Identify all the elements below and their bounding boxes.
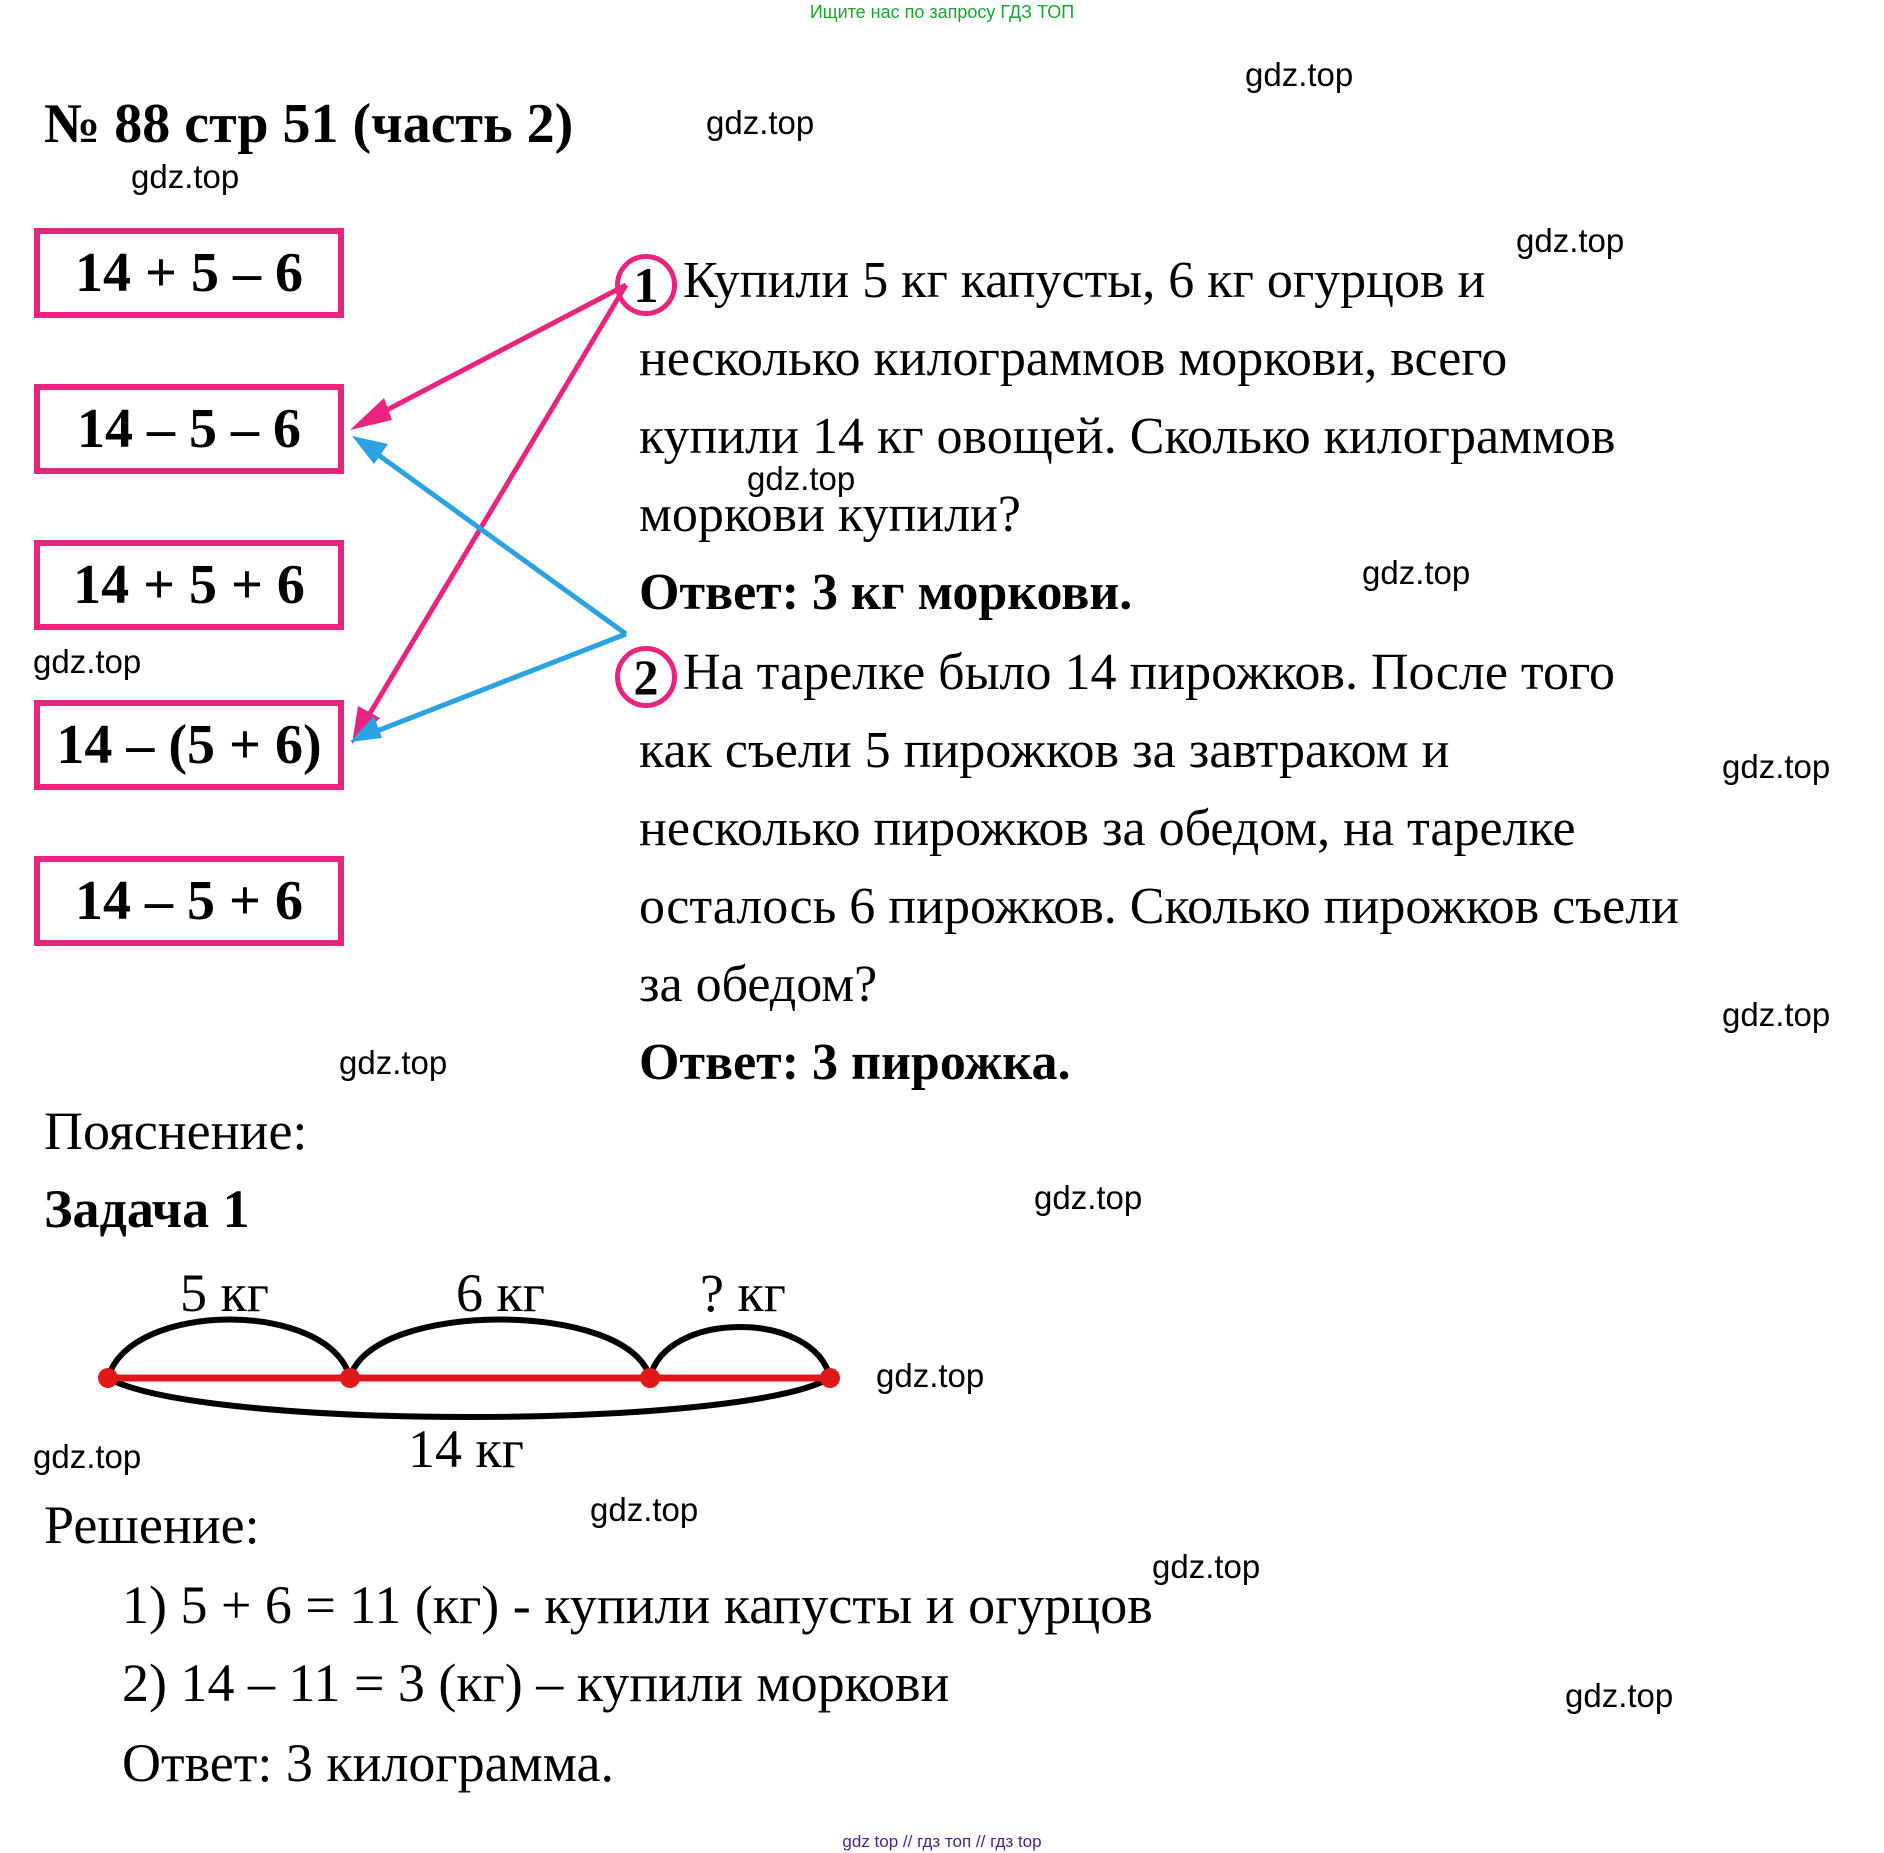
watermark: gdz.top [706,104,815,141]
total-label: 14 кг [408,1419,524,1479]
task-text-line: за обедом? [639,956,878,1013]
task-number-badge: 2 [615,646,677,708]
watermark: gdz.top [1245,56,1354,93]
task-text-line: моркови купили? [639,486,1021,543]
task-text-line: купили 14 кг овощей. Сколько килограммов [639,408,1616,465]
page-title: № 88 стр 51 (часть 2) [44,93,574,155]
segment-point [98,1368,118,1388]
watermark: gdz.top [1722,748,1831,785]
watermark: gdz.top [590,1491,699,1528]
watermark: gdz.top [1722,996,1831,1033]
arc-segment-3 [650,1327,830,1378]
watermark: gdz.top [1565,1677,1674,1714]
arc-segment-2 [350,1320,650,1379]
segment-label: 5 кг [180,1263,269,1323]
task-answer: Ответ: 3 пирожка. [639,1034,1071,1091]
watermark: gdz.top [876,1357,985,1394]
segment-label: 6 кг [456,1263,545,1323]
segment-point [640,1368,660,1388]
watermark: gdz.top [747,460,856,497]
expression-box: 14 + 5 – 6 [34,228,344,318]
subheading: Задача 1 [44,1179,250,1239]
watermark: gdz.top [1516,222,1625,259]
solution-step: 1) 5 + 6 = 11 (кг) - купили капусты и огурцов [122,1575,1153,1635]
task-text-line: несколько килограммов моркови, всего [639,330,1508,387]
top-banner[interactable]: Ищите нас по запросу ГДЗ ТОП [809,2,1075,22]
explanation-heading: Пояснение: [44,1101,308,1161]
task-text-line: осталось 6 пирожков. Сколько пирожков съели [639,878,1679,935]
task-text-line: Купили 5 кг капусты, 6 кг огурцов и [683,252,1486,309]
watermark: gdz.top [1362,554,1471,591]
watermark: gdz.top [339,1044,448,1081]
watermark: gdz.top [1152,1548,1261,1585]
task-number-badge: 1 [615,254,677,316]
footer-links[interactable]: gdz top // гдз топ // гдз top [842,1832,1042,1851]
final-answer: Ответ: 3 килограмма. [122,1733,614,1793]
segment-label: ? кг [700,1263,786,1323]
task-text-line: как съели 5 пирожков за завтраком и [639,722,1450,779]
expression-box: 14 – 5 + 6 [34,856,344,946]
watermark: gdz.top [33,643,142,680]
expression-box: 14 – 5 – 6 [34,384,344,474]
expression-box: 14 + 5 + 6 [34,540,344,630]
arc-segment-1 [108,1320,350,1379]
task-answer: Ответ: 3 кг моркови. [639,564,1133,621]
task-text-line: На тарелке было 14 пирожков. После того [683,644,1615,701]
segment-point [340,1368,360,1388]
watermark: gdz.top [131,158,240,195]
solution-step: 2) 14 – 11 = 3 (кг) – купили моркови [122,1653,950,1713]
expression-box: 14 – (5 + 6) [34,700,344,790]
task-text-line: несколько пирожков за обедом, на тарелке [639,800,1576,857]
watermark: gdz.top [33,1438,142,1475]
watermark: gdz.top [1034,1179,1143,1216]
arc-total [108,1378,830,1417]
solution-heading: Решение: [44,1495,260,1555]
segment-point [820,1368,840,1388]
